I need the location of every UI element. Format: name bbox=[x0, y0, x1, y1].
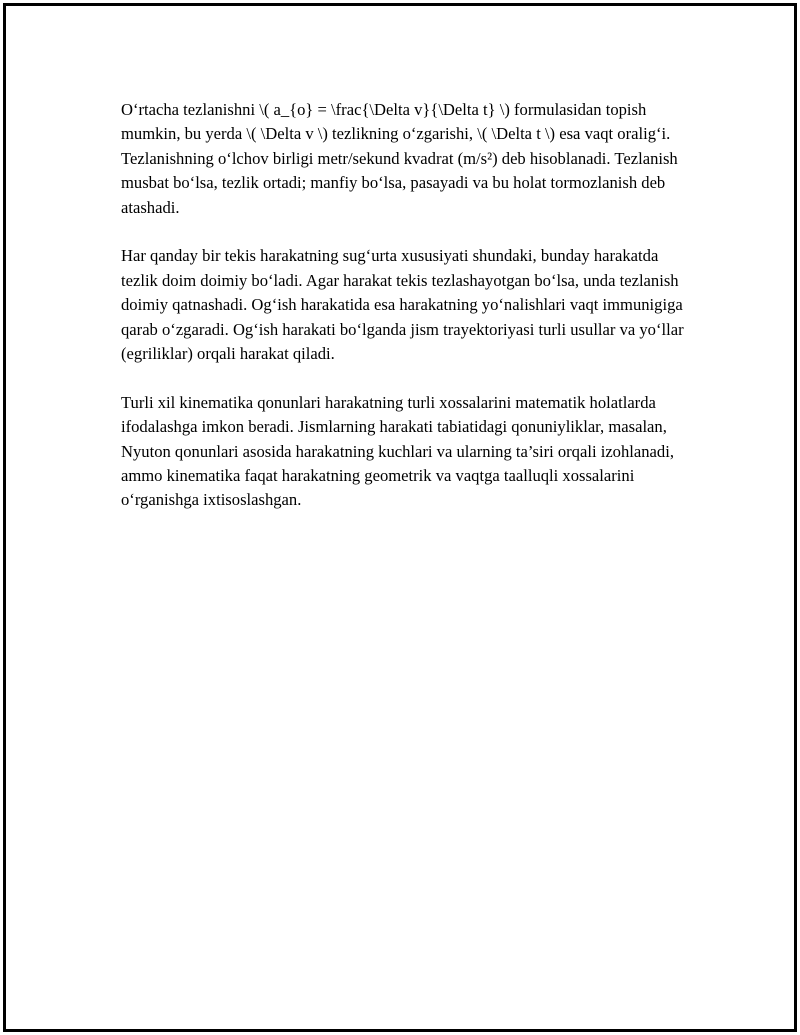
paragraph-uniform-motion: Har qanday bir tekis harakatning sug‘urta xususiyati shundaki, bunday harakatda tezlik doim doimiy bo‘ladi. Agar harakat tekis tezlashayotgan bo‘lsa, unda tezlanish doimiy qatnashadi. Og‘ish harakatida esa harakatning yo‘nalishlari vaqt immunigiga qarab o‘zgaradi. Og‘ish harakati bo‘lganda jism trayektoriyasi turli usullar va yo‘llar (egriliklar) orqali harakat qiladi. bbox=[121, 246, 684, 364]
paragraph-kinematics-laws: Turli xil kinematika qonunlari harakatning turli xossalarini matematik holatlarda ifodalashga imkon beradi. Jismlarning harakati tabiatidagi qonuniyliklar, masalan, Nyuton qonunlari asosida harakatning kuchlari va ularning ta’siri orqali izohlanadi, ammo kinematika faqat harakatning geometrik va vaqtga taalluqli xossalarini o‘rganishga ixtisoslashgan. bbox=[121, 392, 674, 510]
page-frame bbox=[3, 3, 797, 1032]
paragraph-acceleration-formula: O‘rtacha tezlanishni \( a_{o} = \frac{\Delta v}{\Delta t} \) formulasidan topish mumkin, bu yerda \( \Delta v \) tezlikning o‘zgarishi, \( \Delta t \) esa vaqt oralig‘i. Tezlanishning o‘lchov birligi metr/sekund kvadrat (m/s²) deb hisoblanadi. Tezlanish musbat bo‘lsa, tezlik ortadi; manfiy bo‘lsa, pasayadi va bu holat tormozlanish deb atashadi. bbox=[121, 100, 678, 217]
document-body bbox=[121, 98, 691, 537]
